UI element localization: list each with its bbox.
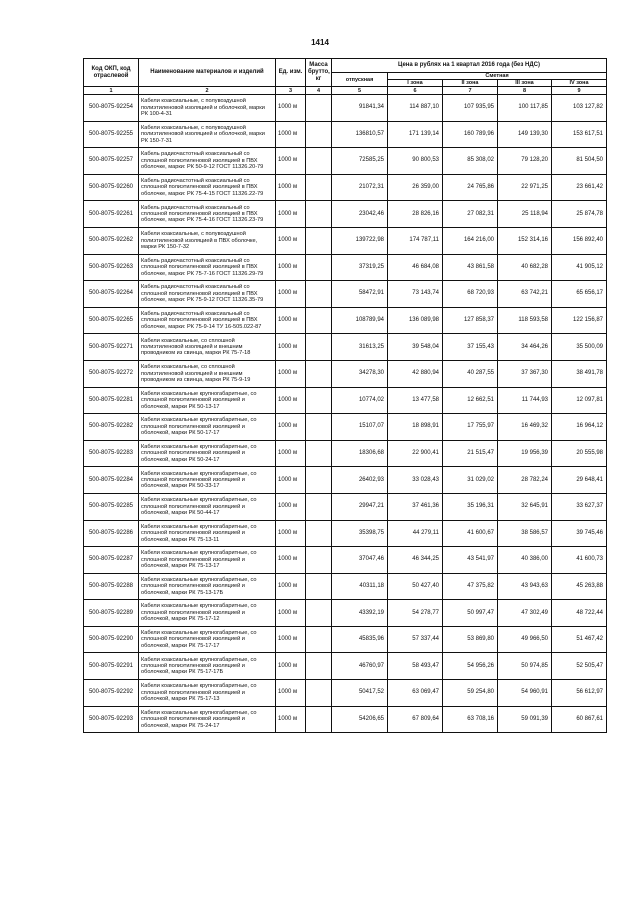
header-code: Код ОКП, код отраслевой bbox=[84, 59, 139, 87]
row-zone-1-price: 57 337,44 bbox=[388, 626, 443, 653]
row-zone-3-price: 149 139,30 bbox=[498, 121, 552, 148]
row-zone-2-price: 21 515,47 bbox=[443, 440, 498, 467]
row-unit: 1000 м bbox=[276, 201, 306, 228]
table-row bbox=[84, 414, 607, 441]
row-name: Кабели коаксиальные крупногабаритные, со сплошной полиэтиленовой изоляцией и оболочкой, марки РК 50-17-17 bbox=[139, 414, 276, 441]
row-unit: 1000 м bbox=[276, 307, 306, 334]
row-unit: 1000 м bbox=[276, 121, 306, 148]
row-zone-2-price: 127 858,37 bbox=[443, 307, 498, 334]
table-row bbox=[84, 360, 607, 387]
column-index: 9 bbox=[552, 87, 607, 95]
table-header bbox=[84, 59, 607, 95]
row-zone-1-price: 114 887,10 bbox=[388, 95, 443, 122]
table-row bbox=[84, 307, 607, 334]
row-zone-3-price: 32 645,91 bbox=[498, 493, 552, 520]
table-row bbox=[84, 706, 607, 733]
row-unit: 1000 м bbox=[276, 520, 306, 547]
row-mass bbox=[306, 201, 332, 228]
column-index: 2 bbox=[139, 87, 276, 95]
row-mass bbox=[306, 307, 332, 334]
row-code: 500-8075-92262 bbox=[84, 227, 139, 254]
row-zone-4-price: 35 500,09 bbox=[552, 334, 607, 361]
row-zone-2-price: 107 935,95 bbox=[443, 95, 498, 122]
row-zone-4-price: 122 156,87 bbox=[552, 307, 607, 334]
row-zone-2-price: 35 196,31 bbox=[443, 493, 498, 520]
row-name: Кабель радиочастотный коаксиальный со сплошной полиэтиленовой изоляцией в ПВХ оболочке, марки: РК 75-9-14 ТУ 16-505.022-87 bbox=[139, 307, 276, 334]
row-code: 500-8075-92293 bbox=[84, 706, 139, 733]
table-row bbox=[84, 573, 607, 600]
row-name: Кабель радиочастотный коаксиальный со сплошной полиэтиленовой изоляцией в ПВХ оболочке, марки: РК 75-4-16 ГОСТ 11326.23-79 bbox=[139, 201, 276, 228]
row-zone-4-price: 39 745,46 bbox=[552, 520, 607, 547]
row-zone-3-price: 54 960,91 bbox=[498, 680, 552, 707]
row-code: 500-8075-92263 bbox=[84, 254, 139, 281]
row-zone-4-price: 12 097,81 bbox=[552, 387, 607, 414]
row-zone-2-price: 164 216,00 bbox=[443, 227, 498, 254]
row-zone-1-price: 22 900,41 bbox=[388, 440, 443, 467]
row-unit: 1000 м bbox=[276, 573, 306, 600]
column-index: 8 bbox=[498, 87, 552, 95]
row-unit: 1000 м bbox=[276, 174, 306, 201]
row-unit: 1000 м bbox=[276, 467, 306, 494]
row-zone-2-price: 27 082,31 bbox=[443, 201, 498, 228]
row-zone-1-price: 174 787,11 bbox=[388, 227, 443, 254]
row-zone-3-price: 49 966,50 bbox=[498, 626, 552, 653]
row-zone-2-price: 68 720,93 bbox=[443, 281, 498, 308]
table-row bbox=[84, 493, 607, 520]
row-name: Кабели коаксиальные крупногабаритные, со сплошной полиэтиленовой изоляцией и оболочкой, марки РК 75-17-13 bbox=[139, 680, 276, 707]
row-zone-3-price: 22 971,25 bbox=[498, 174, 552, 201]
row-zone-4-price: 48 722,44 bbox=[552, 600, 607, 627]
row-zone-1-price: 18 898,91 bbox=[388, 414, 443, 441]
row-zone-4-price: 33 627,37 bbox=[552, 493, 607, 520]
row-zone-1-price: 67 809,64 bbox=[388, 706, 443, 733]
row-unit: 1000 м bbox=[276, 360, 306, 387]
row-zone-3-price: 63 742,21 bbox=[498, 281, 552, 308]
row-code: 500-8075-92255 bbox=[84, 121, 139, 148]
row-wholesale-price: 37047,46 bbox=[332, 547, 388, 574]
row-mass bbox=[306, 334, 332, 361]
row-zone-4-price: 51 467,42 bbox=[552, 626, 607, 653]
column-index: 7 bbox=[443, 87, 498, 95]
row-zone-2-price: 12 662,51 bbox=[443, 387, 498, 414]
row-name: Кабели коаксиальные, со сплошной полиэтиленовой изоляцией и внешним проводником из свинца, марки РК 75-7-18 bbox=[139, 334, 276, 361]
row-zone-2-price: 63 708,16 bbox=[443, 706, 498, 733]
row-zone-3-price: 100 117,85 bbox=[498, 95, 552, 122]
row-mass bbox=[306, 121, 332, 148]
row-zone-2-price: 85 308,02 bbox=[443, 148, 498, 175]
row-mass bbox=[306, 414, 332, 441]
row-name: Кабели коаксиальные крупногабаритные, со сплошной полиэтиленовой изоляцией и оболочкой, марки РК 75-13-17 bbox=[139, 547, 276, 574]
row-unit: 1000 м bbox=[276, 334, 306, 361]
column-index: 4 bbox=[306, 87, 332, 95]
row-zone-1-price: 46 344,25 bbox=[388, 547, 443, 574]
row-mass bbox=[306, 547, 332, 574]
row-zone-1-price: 58 493,47 bbox=[388, 653, 443, 680]
row-zone-4-price: 60 867,61 bbox=[552, 706, 607, 733]
row-code: 500-8075-92254 bbox=[84, 95, 139, 122]
row-zone-4-price: 56 612,97 bbox=[552, 680, 607, 707]
row-code: 500-8075-92261 bbox=[84, 201, 139, 228]
header-price-group: Цена в рублях на 1 квартал 2016 года (без НДС) bbox=[332, 59, 607, 73]
row-wholesale-price: 50417,52 bbox=[332, 680, 388, 707]
row-unit: 1000 м bbox=[276, 706, 306, 733]
row-zone-3-price: 40 682,28 bbox=[498, 254, 552, 281]
table-row bbox=[84, 174, 607, 201]
table-row bbox=[84, 334, 607, 361]
row-zone-1-price: 54 278,77 bbox=[388, 600, 443, 627]
row-name: Кабели коаксиальные, с полувоздушной полиэтиленовой изоляцией и оболочкой, марки РК 150-7-31 bbox=[139, 121, 276, 148]
row-code: 500-8075-92289 bbox=[84, 600, 139, 627]
row-zone-4-price: 103 127,82 bbox=[552, 95, 607, 122]
row-zone-2-price: 31 029,02 bbox=[443, 467, 498, 494]
row-zone-1-price: 90 800,53 bbox=[388, 148, 443, 175]
row-zone-3-price: 25 118,94 bbox=[498, 201, 552, 228]
row-zone-1-price: 63 069,47 bbox=[388, 680, 443, 707]
row-zone-3-price: 47 302,49 bbox=[498, 600, 552, 627]
row-unit: 1000 м bbox=[276, 387, 306, 414]
row-wholesale-price: 31613,25 bbox=[332, 334, 388, 361]
row-code: 500-8075-92271 bbox=[84, 334, 139, 361]
row-unit: 1000 м bbox=[276, 680, 306, 707]
row-zone-4-price: 41 600,73 bbox=[552, 547, 607, 574]
row-code: 500-8075-92285 bbox=[84, 493, 139, 520]
row-zone-4-price: 20 555,98 bbox=[552, 440, 607, 467]
row-unit: 1000 м bbox=[276, 600, 306, 627]
row-mass bbox=[306, 254, 332, 281]
row-name: Кабели коаксиальные, с полувоздушной полиэтиленовой изоляцией и оболочкой, марки РК 100-4-31 bbox=[139, 95, 276, 122]
row-name: Кабели коаксиальные крупногабаритные, со сплошной полиэтиленовой изоляцией и оболочкой, марки РК 50-44-17 bbox=[139, 493, 276, 520]
header-wholesale: отпускная bbox=[332, 73, 388, 87]
table-row bbox=[84, 95, 607, 122]
row-zone-2-price: 59 254,80 bbox=[443, 680, 498, 707]
table-row bbox=[84, 387, 607, 414]
row-zone-1-price: 44 279,11 bbox=[388, 520, 443, 547]
row-name: Кабели коаксиальные, с полувоздушной полиэтиленовой изоляцией в ПВХ оболочке, марки РК 150-7-32 bbox=[139, 227, 276, 254]
row-mass bbox=[306, 626, 332, 653]
row-code: 500-8075-92257 bbox=[84, 148, 139, 175]
row-code: 500-8075-92265 bbox=[84, 307, 139, 334]
row-zone-4-price: 25 874,78 bbox=[552, 201, 607, 228]
table-row bbox=[84, 653, 607, 680]
page-number: 1414 bbox=[311, 38, 329, 47]
row-name: Кабели коаксиальные крупногабаритные, со сплошной полиэтиленовой изоляцией и оболочкой, марки РК 75-13-17Б bbox=[139, 573, 276, 600]
row-zone-2-price: 47 375,82 bbox=[443, 573, 498, 600]
table-row bbox=[84, 626, 607, 653]
row-code: 500-8075-92260 bbox=[84, 174, 139, 201]
row-mass bbox=[306, 387, 332, 414]
header-zone-2: II зона bbox=[443, 80, 498, 87]
row-zone-4-price: 52 505,47 bbox=[552, 653, 607, 680]
column-index: 3 bbox=[276, 87, 306, 95]
row-mass bbox=[306, 653, 332, 680]
row-name: Кабели коаксиальные, со сплошной полиэтиленовой изоляцией и внешним проводником из свинца, марки РК 75-9-19 bbox=[139, 360, 276, 387]
row-mass bbox=[306, 440, 332, 467]
row-zone-2-price: 54 956,26 bbox=[443, 653, 498, 680]
row-unit: 1000 м bbox=[276, 547, 306, 574]
row-zone-3-price: 59 091,39 bbox=[498, 706, 552, 733]
row-mass bbox=[306, 680, 332, 707]
row-code: 500-8075-92272 bbox=[84, 360, 139, 387]
column-index: 1 bbox=[84, 87, 139, 95]
row-mass bbox=[306, 360, 332, 387]
row-zone-4-price: 16 964,12 bbox=[552, 414, 607, 441]
row-zone-4-price: 23 661,42 bbox=[552, 174, 607, 201]
row-name: Кабели коаксиальные крупногабаритные, со сплошной полиэтиленовой изоляцией и оболочкой, марки РК 50-13-17 bbox=[139, 387, 276, 414]
row-wholesale-price: 72585,25 bbox=[332, 148, 388, 175]
row-zone-4-price: 41 905,12 bbox=[552, 254, 607, 281]
row-mass bbox=[306, 227, 332, 254]
row-zone-3-price: 152 314,16 bbox=[498, 227, 552, 254]
row-zone-2-price: 17 755,97 bbox=[443, 414, 498, 441]
row-zone-1-price: 13 477,58 bbox=[388, 387, 443, 414]
row-unit: 1000 м bbox=[276, 281, 306, 308]
row-zone-1-price: 46 684,08 bbox=[388, 254, 443, 281]
table-row bbox=[84, 440, 607, 467]
row-zone-3-price: 37 367,30 bbox=[498, 360, 552, 387]
row-code: 500-8075-92290 bbox=[84, 626, 139, 653]
row-wholesale-price: 10774,02 bbox=[332, 387, 388, 414]
row-name: Кабели коаксиальные крупногабаритные, со сплошной полиэтиленовой изоляцией и оболочкой, марки РК 75-13-11 bbox=[139, 520, 276, 547]
row-wholesale-price: 136810,57 bbox=[332, 121, 388, 148]
row-name: Кабели коаксиальные крупногабаритные, со сплошной полиэтиленовой изоляцией и оболочкой, марки РК 50-24-17 bbox=[139, 440, 276, 467]
row-name: Кабели коаксиальные крупногабаритные, со сплошной полиэтиленовой изоляцией и оболочкой, марки РК 75-24-17 bbox=[139, 706, 276, 733]
row-zone-4-price: 156 892,40 bbox=[552, 227, 607, 254]
row-zone-3-price: 50 974,85 bbox=[498, 653, 552, 680]
row-code: 500-8075-92282 bbox=[84, 414, 139, 441]
row-name: Кабель радиочастотный коаксиальный со сплошной полиэтиленовой изоляцией в ПВХ оболочке, марки: РК 75-9-12 ГОСТ 11326.35-79 bbox=[139, 281, 276, 308]
row-zone-3-price: 19 956,39 bbox=[498, 440, 552, 467]
row-code: 500-8075-92292 bbox=[84, 680, 139, 707]
row-mass bbox=[306, 281, 332, 308]
row-zone-4-price: 153 617,51 bbox=[552, 121, 607, 148]
row-zone-3-price: 38 586,57 bbox=[498, 520, 552, 547]
table-row bbox=[84, 467, 607, 494]
row-mass bbox=[306, 493, 332, 520]
header-zone-1: I зона bbox=[388, 80, 443, 87]
table-row bbox=[84, 281, 607, 308]
row-code: 500-8075-92286 bbox=[84, 520, 139, 547]
row-mass bbox=[306, 600, 332, 627]
row-wholesale-price: 29947,21 bbox=[332, 493, 388, 520]
column-index: 6 bbox=[388, 87, 443, 95]
header-zone-4: IV зона bbox=[552, 80, 607, 87]
row-zone-3-price: 118 593,58 bbox=[498, 307, 552, 334]
row-zone-1-price: 136 089,98 bbox=[388, 307, 443, 334]
row-unit: 1000 м bbox=[276, 440, 306, 467]
row-mass bbox=[306, 467, 332, 494]
row-wholesale-price: 15107,07 bbox=[332, 414, 388, 441]
row-code: 500-8075-92283 bbox=[84, 440, 139, 467]
row-mass bbox=[306, 520, 332, 547]
row-mass bbox=[306, 148, 332, 175]
row-zone-3-price: 79 128,20 bbox=[498, 148, 552, 175]
row-wholesale-price: 139722,98 bbox=[332, 227, 388, 254]
row-zone-2-price: 24 765,86 bbox=[443, 174, 498, 201]
price-table bbox=[83, 58, 607, 733]
row-wholesale-price: 21072,31 bbox=[332, 174, 388, 201]
header-mass: Масса брутто, кг bbox=[306, 59, 332, 87]
header-name: Наименование материалов и изделий bbox=[139, 59, 276, 87]
row-wholesale-price: 58472,91 bbox=[332, 281, 388, 308]
row-zone-2-price: 37 155,43 bbox=[443, 334, 498, 361]
row-zone-2-price: 50 997,47 bbox=[443, 600, 498, 627]
row-mass bbox=[306, 706, 332, 733]
row-mass bbox=[306, 174, 332, 201]
table-row bbox=[84, 254, 607, 281]
row-zone-3-price: 34 464,26 bbox=[498, 334, 552, 361]
row-name: Кабели коаксиальные крупногабаритные, со сплошной полиэтиленовой изоляцией и оболочкой, марки РК 50-33-17 bbox=[139, 467, 276, 494]
row-code: 500-8075-92281 bbox=[84, 387, 139, 414]
row-name: Кабель радиочастотный коаксиальный со сплошной полиэтиленовой изоляцией в ПВХ оболочке, марки: РК 75-7-16 ГОСТ 11326.29-79 bbox=[139, 254, 276, 281]
row-zone-2-price: 41 600,67 bbox=[443, 520, 498, 547]
row-zone-4-price: 45 263,88 bbox=[552, 573, 607, 600]
row-zone-1-price: 28 826,16 bbox=[388, 201, 443, 228]
table-body bbox=[84, 95, 607, 733]
row-name: Кабели коаксиальные крупногабаритные, со сплошной полиэтиленовой изоляцией и оболочкой, марки РК 75-17-12 bbox=[139, 600, 276, 627]
header-unit: Ед. изм. bbox=[276, 59, 306, 87]
row-zone-1-price: 39 548,04 bbox=[388, 334, 443, 361]
row-wholesale-price: 35398,75 bbox=[332, 520, 388, 547]
table-row bbox=[84, 547, 607, 574]
row-name: Кабель радиочастотный коаксиальный со сплошной полиэтиленовой изоляцией в ПВХ оболочке, марки: РК 50-9-12 ГОСТ 11326.20-79 bbox=[139, 148, 276, 175]
row-zone-3-price: 43 943,63 bbox=[498, 573, 552, 600]
row-zone-4-price: 38 491,78 bbox=[552, 360, 607, 387]
table-row bbox=[84, 148, 607, 175]
row-zone-3-price: 40 386,00 bbox=[498, 547, 552, 574]
table-row bbox=[84, 680, 607, 707]
row-zone-1-price: 26 359,00 bbox=[388, 174, 443, 201]
row-zone-3-price: 28 782,24 bbox=[498, 467, 552, 494]
row-zone-1-price: 33 028,43 bbox=[388, 467, 443, 494]
table-row bbox=[84, 520, 607, 547]
row-zone-2-price: 160 789,96 bbox=[443, 121, 498, 148]
table-row bbox=[84, 201, 607, 228]
table-row bbox=[84, 121, 607, 148]
row-zone-4-price: 29 648,41 bbox=[552, 467, 607, 494]
row-wholesale-price: 34278,30 bbox=[332, 360, 388, 387]
row-wholesale-price: 45835,96 bbox=[332, 626, 388, 653]
row-zone-4-price: 65 656,17 bbox=[552, 281, 607, 308]
row-wholesale-price: 91841,34 bbox=[332, 95, 388, 122]
row-unit: 1000 м bbox=[276, 227, 306, 254]
row-zone-1-price: 37 461,36 bbox=[388, 493, 443, 520]
row-unit: 1000 м bbox=[276, 493, 306, 520]
row-wholesale-price: 54206,65 bbox=[332, 706, 388, 733]
row-zone-2-price: 43 861,58 bbox=[443, 254, 498, 281]
header-estimate: Сметная bbox=[388, 73, 607, 80]
row-wholesale-price: 108789,94 bbox=[332, 307, 388, 334]
row-name: Кабели коаксиальные крупногабаритные, со сплошной полиэтиленовой изоляцией и оболочкой, марки РК 75-17-17 bbox=[139, 626, 276, 653]
row-wholesale-price: 23042,46 bbox=[332, 201, 388, 228]
row-unit: 1000 м bbox=[276, 95, 306, 122]
row-wholesale-price: 18306,68 bbox=[332, 440, 388, 467]
row-name: Кабели коаксиальные крупногабаритные, со сплошной полиэтиленовой изоляцией и оболочкой, марки РК 75-17-17Б bbox=[139, 653, 276, 680]
row-zone-1-price: 42 880,94 bbox=[388, 360, 443, 387]
row-mass bbox=[306, 95, 332, 122]
row-zone-2-price: 43 541,97 bbox=[443, 547, 498, 574]
row-zone-1-price: 171 139,14 bbox=[388, 121, 443, 148]
row-zone-2-price: 53 869,80 bbox=[443, 626, 498, 653]
row-unit: 1000 м bbox=[276, 254, 306, 281]
header-zone-3: III зона bbox=[498, 80, 552, 87]
row-zone-3-price: 11 744,93 bbox=[498, 387, 552, 414]
row-zone-1-price: 50 427,40 bbox=[388, 573, 443, 600]
table-row bbox=[84, 600, 607, 627]
row-code: 500-8075-92264 bbox=[84, 281, 139, 308]
row-mass bbox=[306, 573, 332, 600]
row-wholesale-price: 40311,18 bbox=[332, 573, 388, 600]
row-zone-2-price: 40 287,55 bbox=[443, 360, 498, 387]
row-name: Кабель радиочастотный коаксиальный со сплошной полиэтиленовой изоляцией в ПВХ оболочке, марки: РК 75-4-15 ГОСТ 11326.22-79 bbox=[139, 174, 276, 201]
row-code: 500-8075-92284 bbox=[84, 467, 139, 494]
row-unit: 1000 м bbox=[276, 626, 306, 653]
row-code: 500-8075-92288 bbox=[84, 573, 139, 600]
column-index-row bbox=[84, 87, 607, 95]
row-unit: 1000 м bbox=[276, 148, 306, 175]
row-wholesale-price: 37319,25 bbox=[332, 254, 388, 281]
row-code: 500-8075-92291 bbox=[84, 653, 139, 680]
row-wholesale-price: 26402,93 bbox=[332, 467, 388, 494]
row-unit: 1000 м bbox=[276, 653, 306, 680]
row-zone-1-price: 73 143,74 bbox=[388, 281, 443, 308]
row-unit: 1000 м bbox=[276, 414, 306, 441]
column-index: 5 bbox=[332, 87, 388, 95]
row-wholesale-price: 43392,19 bbox=[332, 600, 388, 627]
row-zone-3-price: 16 469,32 bbox=[498, 414, 552, 441]
row-wholesale-price: 46760,97 bbox=[332, 653, 388, 680]
row-zone-4-price: 81 504,50 bbox=[552, 148, 607, 175]
row-code: 500-8075-92287 bbox=[84, 547, 139, 574]
table-row bbox=[84, 227, 607, 254]
